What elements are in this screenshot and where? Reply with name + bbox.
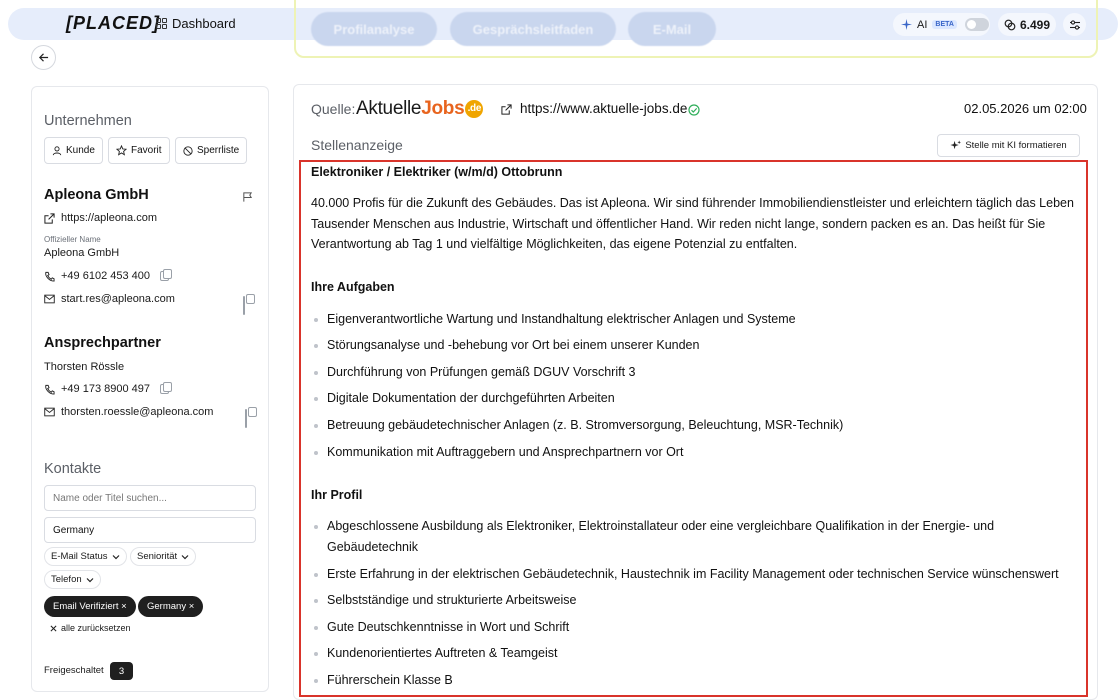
sperrliste-chip[interactable] (175, 137, 247, 164)
profilanalyse-button[interactable] (311, 12, 437, 46)
ai-toggle-pill[interactable] (893, 13, 990, 36)
senioritaet-filter[interactable] (130, 547, 196, 566)
credits-badge[interactable] (998, 13, 1056, 36)
profil-item: Kundenorientiertes Auftreten & Teamgeist (327, 643, 1077, 664)
dashboard-label: Dashboard (172, 16, 236, 31)
contact-phone-text: +49 173 8900 497 (61, 383, 151, 395)
phone-text: +49 6102 453 400 (61, 270, 151, 282)
ai-toggle-switch[interactable] (965, 18, 989, 31)
kunde-label: Kunde (66, 145, 95, 156)
contact-phone-row[interactable] (44, 383, 169, 395)
sperrliste-label: Sperrliste (197, 145, 240, 156)
reset-label: alle zurücksetzen (61, 623, 131, 633)
close-icon (50, 625, 57, 632)
ki-format-button[interactable] (937, 134, 1080, 157)
copy-icon[interactable] (160, 384, 169, 394)
email-verifiziert-tag[interactable] (44, 596, 136, 617)
star-icon (116, 145, 127, 156)
aufgaben-heading: Ihre Aufgaben (311, 280, 395, 294)
favorit-chip[interactable] (108, 137, 170, 164)
job-intro-paragraph: 40.000 Profis für die Zukunft des Gebäudes. Das ist Apleona. Wir sind führender Immobiliendienstleister und erleichtern täglich das Leben Tausender Menschen aus Industrie, Wirtschaft und öffentlicher Hand. Wir reden nicht lange, sondern packen es an. Das heißt für Sie Verantwortung ab Tag 1 und vielfältige Möglichkeiten, das eigene Potenzial zu entfalten. (311, 196, 1074, 252)
back-button[interactable] (31, 45, 56, 70)
mail-icon (44, 407, 55, 417)
tag-label: Germany × (147, 601, 195, 612)
user-icon (52, 146, 62, 156)
coins-icon (1004, 19, 1016, 31)
profil-item: Selbstständige und strukturierte Arbeitsweise (327, 590, 1077, 611)
posting-date: 02.05.2026 um 02:00 (964, 101, 1087, 116)
sparkle-icon (950, 140, 961, 151)
ban-icon (183, 146, 193, 156)
profilanalyse-label: Profilanalyse (333, 21, 415, 37)
profil-item: Führerschein Klasse B (327, 670, 1077, 691)
freigeschaltet-count: 3 (110, 662, 133, 680)
germany-tag[interactable] (138, 596, 203, 617)
aufgaben-item: Eigenverantwortliche Wartung und Instandhaltung elektrischer Anlagen und Systeme (327, 309, 1077, 330)
settings-button[interactable] (1063, 13, 1086, 36)
logo-text-aktuelle: Aktuelle (356, 98, 422, 119)
senioritaet-label: Seniorität (137, 551, 178, 562)
contact-search-input[interactable] (44, 485, 256, 511)
reset-filters-link[interactable] (50, 623, 131, 633)
official-name-label: Offizieller Name (44, 235, 101, 244)
country-value: Germany (53, 524, 95, 536)
contact-email-text: thorsten.roessle@apleona.com (61, 406, 214, 418)
aktuelle-jobs-logo (356, 98, 483, 120)
beta-badge: BETA (932, 20, 957, 29)
source-label: Quelle: (311, 101, 356, 117)
tag-label: Email Verifiziert × (53, 601, 127, 612)
contact-name: Thorsten Rössle (44, 361, 125, 373)
flag-icon[interactable] (242, 191, 253, 203)
kontakte-heading: Kontakte (44, 461, 102, 477)
company-email-row[interactable] (44, 293, 175, 305)
gespraechsleitfaden-button[interactable] (450, 12, 616, 46)
external-link-icon[interactable] (501, 104, 512, 115)
website-text: https://apleona.com (61, 212, 158, 224)
profil-item: Abgeschlossene Ausbildung als Elektroniker, Elektroinstallateur oder eine vergleichbare Qualifikation in der Energie- und Gebäudetechnik (327, 516, 1077, 558)
job-title: Elektroniker / Elektriker (w/m/d) Ottobrunn (311, 165, 563, 179)
placed-logo[interactable]: [PLACED] (66, 13, 160, 33)
logo-text-jobs: Jobs (421, 98, 465, 119)
chevron-down-icon (112, 554, 120, 560)
credits-value: 6.499 (1019, 17, 1051, 32)
company-website-link[interactable] (44, 212, 157, 224)
stellenanzeige-heading: Stellenanzeige (311, 137, 403, 153)
aufgaben-item: Betreuung gebäudetechnischer Anlagen (z. B. Stromversorgung, Beleuchtung, MSR-Technik) (327, 415, 1077, 436)
search-placeholder: Name oder Titel suchen... (53, 492, 167, 504)
ki-format-label: Stelle mit KI formatieren (965, 140, 1067, 151)
copy-email-icon[interactable] (243, 296, 245, 315)
gespraechsleitfaden-label: Gesprächsleitfaden (472, 21, 594, 37)
phone-icon (44, 271, 55, 282)
email-text: start.res@apleona.com (61, 293, 175, 305)
copy-contact-email-icon[interactable] (245, 409, 247, 428)
profil-heading: Ihr Profil (311, 488, 363, 502)
telefon-label: Telefon (51, 574, 82, 585)
aufgaben-item: Kommunikation mit Auftraggebern und Ansprechpartnern vor Ort (327, 442, 1077, 463)
sparkle-icon (901, 19, 912, 30)
profil-item: Erste Erfahrung in der elektrischen Gebäudetechnik, Haustechnik im Facility Management oder technischen Service wünschenswert (327, 564, 1077, 585)
logo-badge-de: .de (465, 100, 483, 118)
freigeschaltet-label: Freigeschaltet (44, 665, 104, 676)
phone-icon (44, 384, 55, 395)
unternehmen-heading: Unternehmen (44, 113, 132, 129)
source-url[interactable]: https://www.aktuelle-jobs.de (520, 101, 688, 116)
chevron-down-icon (86, 577, 94, 583)
email-status-label: E-Mail Status (51, 551, 108, 562)
ansprechpartner-heading: Ansprechpartner (44, 335, 161, 351)
dashboard-grid-icon (156, 18, 167, 29)
email-button[interactable] (628, 12, 716, 46)
email-status-filter[interactable] (44, 547, 127, 566)
dashboard-link[interactable] (156, 16, 236, 31)
official-name-value: Apleona GmbH (44, 247, 120, 259)
email-label: E-Mail (652, 21, 692, 37)
kunde-chip[interactable] (44, 137, 103, 164)
sliders-icon (1069, 19, 1081, 31)
ai-label: AI (917, 18, 928, 31)
telefon-filter[interactable] (44, 570, 101, 589)
profil-item: Gute Deutschkenntnisse in Wort und Schrift (327, 617, 1077, 638)
company-name: Apleona GmbH (44, 187, 149, 203)
favorit-label: Favorit (131, 145, 162, 156)
external-link-icon (44, 213, 55, 224)
contact-email-row[interactable] (44, 406, 213, 418)
chevron-down-icon (181, 554, 189, 560)
check-circle-icon (688, 104, 700, 116)
arrow-left-icon (38, 52, 49, 63)
country-input[interactable] (44, 517, 256, 543)
company-phone-row[interactable] (44, 270, 169, 282)
aufgaben-item: Störungsanalyse und -behebung vor Ort bei einem unserer Kunden (327, 335, 1077, 356)
aufgaben-item: Digitale Dokumentation der durchgeführten Arbeiten (327, 388, 1077, 409)
aufgaben-item: Durchführung von Prüfungen gemäß DGUV Vorschrift 3 (327, 362, 1077, 383)
mail-icon (44, 294, 55, 304)
copy-icon[interactable] (160, 271, 169, 281)
